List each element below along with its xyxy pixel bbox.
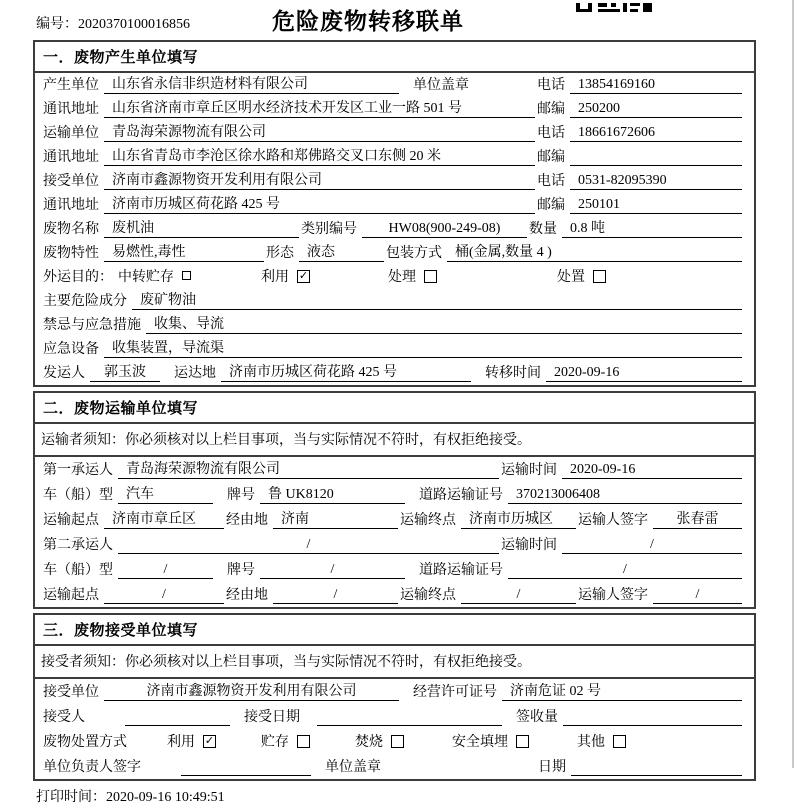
row-waste-traits [35,241,754,265]
serial-label: 编号： [36,17,78,32]
print-time-value: 2020-09-16 10:49:51 [106,790,225,805]
address2-value: 山东省青岛市李沧区徐水路和郑佛路交叉口东侧 20 米 [104,145,535,166]
origin2-value: / [104,587,224,604]
origin2-label: 运输起点 [43,588,99,603]
plate1-value: 鲁 UK8120 [260,483,405,504]
row-producer-address [35,97,754,121]
unit-seal-label: 单位盖章 [413,78,469,93]
transporter-value: 青岛海荣源物流有限公司 [104,121,535,142]
time2-label: 运输时间 [501,538,557,553]
roadcert2-value: / [508,562,742,579]
category-value: HW08(900-249-08) [362,221,527,238]
via2-label: 经由地 [226,588,268,603]
quantity-value: 0.8 吨 [562,217,742,238]
purpose-option-transfer-storage [118,266,191,286]
disp-opt1-label: 利用 [167,735,195,750]
category-label: 类别编号 [301,222,357,237]
shipper-value: 郭玉波 [90,361,160,382]
hazard-value: 废矿物油 [132,289,742,310]
transporter-notice: 运输者须知：你必须核对以上栏目事项，当与实际情况不符时，有权拒绝接受。 [35,424,754,457]
row-disposal [35,729,754,754]
plate1-label: 牌号 [227,488,255,503]
emergency-label: 禁忌与应急措施 [43,318,141,333]
row-manager-sign [35,754,754,779]
form-label: 形态 [266,246,294,261]
purpose-option-dispose [557,266,606,286]
disposal-use-checkbox-checked: ✓ [204,733,215,747]
producer-value: 山东省永信非织造材料有限公司 [104,73,399,94]
page-title: 危险废物转移联单 [272,9,464,34]
license-label: 经营许可证号 [413,685,497,700]
disposal-option-other [577,731,626,751]
emergency-value: 收集、导流 [146,313,742,334]
disp-opt2-label: 贮存 [261,735,289,750]
row-shipper [35,361,754,385]
dispose-checkbox [593,270,606,283]
destination-label: 运达地 [174,366,216,381]
transfer-time-value: 2020-09-16 [546,365,742,382]
address2-label: 通讯地址 [43,150,99,165]
document-header [0,0,796,40]
disposal-option-storage [261,731,310,751]
end2-value: / [461,587,576,604]
purpose-opt2-label: 利用 [261,270,289,285]
zip3-label: 邮编 [537,198,565,213]
row-equipment [35,337,754,361]
receiver-label: 接受单位 [43,174,99,189]
disposal-storage-checkbox [297,735,310,748]
zip2-label: 邮编 [537,150,565,165]
received-qty-value [563,709,742,726]
recipient-label: 接受人 [43,710,85,725]
plate2-label: 牌号 [227,563,255,578]
receive-date-label: 接受日期 [244,710,300,725]
disposal-landfill-checkbox [516,735,529,748]
purpose-option-treat [388,266,437,286]
page-edge-line [792,0,794,768]
roadcert1-label: 道路运输证号 [419,488,503,503]
row-carrier1 [35,457,754,482]
carrier2-value: / [118,537,499,554]
receiver-notice: 接受者须知：你必须核对以上栏目事项，当与实际情况不符时，有权拒绝接受。 [35,646,754,679]
vehicle2-value: / [118,562,213,579]
disposal-label: 废物处置方式 [43,735,127,750]
equipment-value: 收集装置，导流渠 [104,337,742,358]
section2-header: 二．废物运输单位填写 [35,393,754,424]
transfer-time-label: 转移时间 [485,366,541,381]
shipper-label: 发运人 [43,366,85,381]
section-transporter [33,391,756,609]
serial-value: 2020370100016856 [78,17,190,32]
time1-value: 2020-09-16 [562,462,742,479]
phone2-value: 18661672606 [570,125,742,142]
row-transporter-address [35,145,754,169]
purpose-option-use [261,266,310,286]
section1-header: 一．废物产生单位填写 [35,42,754,73]
address1-value: 山东省济南市章丘区明水经济技术开发区工业一路 501 号 [104,97,535,118]
end1-label: 运输终点 [400,513,456,528]
manager-sign-label: 单位负责人签字 [43,760,141,775]
disposal-option-incinerate [355,731,404,751]
row-hazard [35,289,754,313]
transfer-storage-checkbox [182,271,191,280]
time2-value: / [562,537,742,554]
row-receive-unit [35,679,754,704]
sign1-value: 张春雷 [653,508,742,529]
via1-value: 济南 [273,508,398,529]
row-purpose [35,265,754,289]
sign2-value: / [653,587,742,604]
phone2-label: 电话 [537,126,565,141]
zip3-value: 250101 [570,197,742,214]
transporter-label: 运输单位 [43,126,99,141]
vehicle1-label: 车（船）型 [43,488,113,503]
plate2-value: / [260,562,405,579]
row-transporter [35,121,754,145]
waste-name-value: 废机油 [104,217,299,238]
row-emergency [35,313,754,337]
row-vehicle1 [35,482,754,507]
origin1-value: 济南市章丘区 [104,508,224,529]
section-producer [33,40,756,387]
purpose-label: 外运目的： [43,270,113,285]
row-waste-name [35,217,754,241]
address3-value: 济南市历城区荷花路 425 号 [104,193,535,214]
disp-opt4-label: 安全填埋 [452,735,508,750]
qr-code-icon [576,0,656,18]
disp-opt5-label: 其他 [577,735,605,750]
row-recipient [35,704,754,729]
vehicle2-label: 车（船）型 [43,563,113,578]
unit-seal-label-2: 单位盖章 [325,760,381,775]
time1-label: 运输时间 [501,463,557,478]
hazard-label: 主要危险成分 [43,294,127,309]
waste-name-label: 废物名称 [43,222,99,237]
traits-value: 易燃性,毒性 [104,241,264,262]
disposal-option-landfill [452,731,529,751]
purpose-opt1-label: 中转贮存 [118,270,174,285]
received-qty-label: 签收量 [516,710,558,725]
packing-label: 包装方式 [386,246,442,261]
receive-unit-value: 济南市鑫源物资开发利用有限公司 [104,680,399,701]
packing-value: 桶(金属,数量 4 ) [447,241,742,262]
end2-label: 运输终点 [400,588,456,603]
row-vehicle2 [35,557,754,582]
sign1-label: 运输人签字 [578,513,648,528]
purpose-opt3-label: 处理 [388,270,416,285]
form-value: 液态 [299,241,384,262]
sign-date-label: 日期 [538,760,566,775]
receive-date-value [317,709,502,726]
recipient-value [125,709,230,726]
license-value: 济南危证 02 号 [502,680,742,701]
phone1-value: 13854169160 [570,77,742,94]
via1-label: 经由地 [226,513,268,528]
row-route1 [35,507,754,532]
receive-unit-label: 接受单位 [43,685,99,700]
row-receiver-address [35,193,754,217]
print-time-label: 打印时间： [36,790,106,805]
phone3-value: 0531-82095390 [570,173,742,190]
equipment-label: 应急设备 [43,342,99,357]
row-carrier2 [35,532,754,557]
disp-opt3-label: 焚烧 [355,735,383,750]
section-receiver [33,613,756,781]
address3-label: 通讯地址 [43,198,99,213]
via2-value: / [273,587,398,604]
use-checkbox-checked: ✓ [298,268,309,282]
roadcert2-label: 道路运输证号 [419,563,503,578]
producer-label: 产生单位 [43,78,99,93]
destination-value: 济南市历城区荷花路 425 号 [221,361,471,382]
address1-label: 通讯地址 [43,102,99,117]
traits-label: 废物特性 [43,246,99,261]
carrier1-value: 青岛海荣源物流有限公司 [118,458,499,479]
receiver-value: 济南市鑫源物资开发利用有限公司 [104,169,535,190]
row-route2 [35,582,754,607]
origin1-label: 运输起点 [43,513,99,528]
sign2-label: 运输人签字 [578,588,648,603]
quantity-label: 数量 [529,222,557,237]
row-producer [35,73,754,97]
roadcert1-value: 370213006408 [508,487,742,504]
end1-value: 济南市历城区 [461,508,576,529]
zip2-value [570,149,742,166]
zip1-label: 邮编 [537,102,565,117]
disposal-incinerate-checkbox [391,735,404,748]
print-time [36,786,796,806]
carrier2-label: 第二承运人 [43,538,113,553]
row-receiver [35,169,754,193]
phone3-label: 电话 [537,174,565,189]
treat-checkbox [424,270,437,283]
vehicle1-value: 汽车 [118,483,213,504]
carrier1-label: 第一承运人 [43,463,113,478]
phone1-label: 电话 [537,78,565,93]
zip1-value: 250200 [570,101,742,118]
purpose-opt4-label: 处置 [557,270,585,285]
disposal-other-checkbox [613,735,626,748]
section3-header: 三．废物接受单位填写 [35,615,754,646]
disposal-option-use [167,731,216,751]
